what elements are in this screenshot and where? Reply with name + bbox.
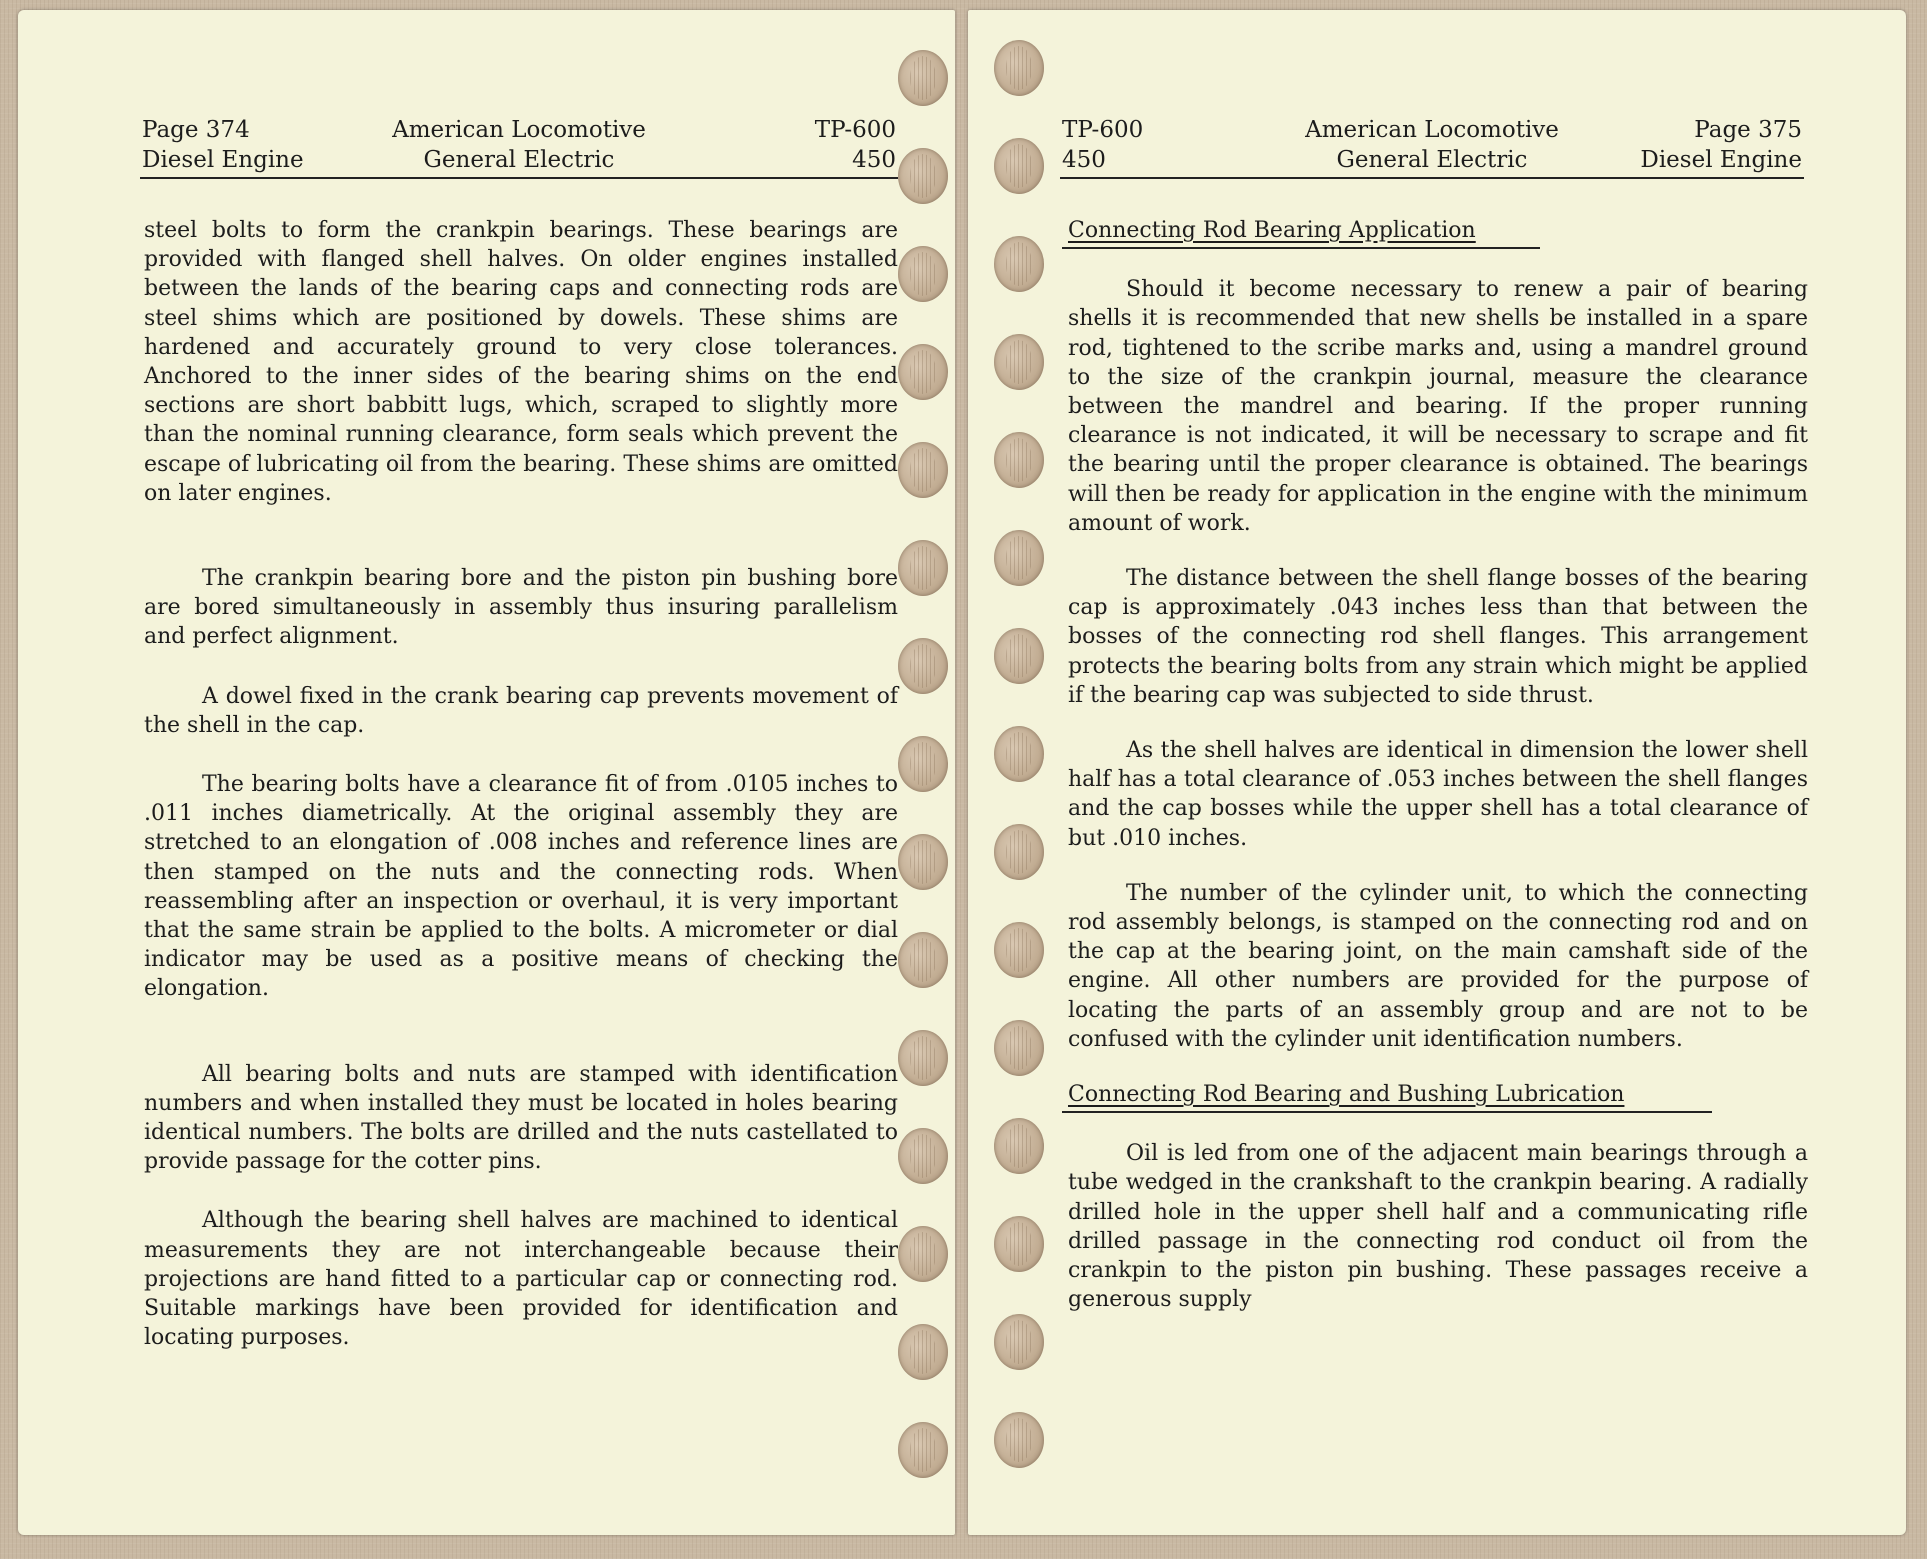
paragraph: Although the bearing shell halves are machined to identical measurements they are not interchangeable because their projections are hand fitted to a particular cap or connecting rod. Suitable markings have been provided for identification and locating purposes.	[144, 1208, 898, 1351]
binder-hole	[898, 1422, 948, 1478]
binder-hole	[994, 530, 1044, 586]
left-page	[18, 10, 955, 1535]
right-page-header	[1060, 115, 1804, 179]
paragraph: Should it become necessary to renew a pair of bearing shells it is recommended that new shells be installed in a spare rod, tightened to the scribe marks and, using a mandrel ground to the size of the crankpin journal, measure the clearance between the mandrel and bearing. If the proper running clearance is not indicated, it will be necessary to scrape and fit the bearing until the proper clearance is obtained. The bearings will then be ready for application in the engine with the minimum amount of work.	[1068, 277, 1808, 536]
section-heading: Connecting Rod Bearing and Bushing Lubrication	[1068, 1082, 1625, 1108]
binder-hole	[898, 1226, 948, 1282]
paragraph: The distance between the shell flange bosses of the bearing cap is approximately .043 inches less than that between the bosses of the connecting rod shell flanges. This arrangement protects the bearing bolts from any strain which might be applied if the bearing cap was subjected to side thrust.	[1068, 566, 1808, 708]
publisher-line-1: American Locomotive	[1305, 117, 1559, 143]
binder-hole	[994, 1216, 1044, 1272]
binder-hole	[994, 1412, 1044, 1468]
binder-hole	[898, 736, 948, 792]
binder-hole	[898, 344, 948, 400]
binder-hole	[898, 834, 948, 890]
binder-hole	[994, 1314, 1044, 1370]
binder-hole	[898, 1030, 948, 1086]
binder-hole	[994, 236, 1044, 292]
paragraph: Oil is led from one of the adjacent main bearings through a tube wedged in the crankshaft to the crankpin bearing. A radially drilled hole in the upper shell half and a communicating rifle drilled passage in the connecting rod conduct oil from the crankpin to the piston pin bushing. These passages receive a generous supply	[1068, 1141, 1808, 1313]
left-header-publisher	[140, 115, 898, 175]
binder-hole	[994, 138, 1044, 194]
binder-hole	[994, 1020, 1044, 1076]
paragraph: A dowel fixed in the crank bearing cap prevents movement of the shell in the cap.	[144, 683, 898, 738]
binder-hole	[898, 932, 948, 988]
binder-hole	[898, 442, 948, 498]
section-label: Diesel Engine	[142, 147, 304, 173]
binder-hole	[994, 334, 1044, 390]
binder-hole	[898, 246, 948, 302]
page-number: Page 375	[1694, 117, 1802, 143]
paragraph: The bearing bolts have a clearance fit of from .0105 inches to .011 inches diametrically. At the original assembly they are stretched to an elongation of .008 inches and reference lines are then stamped on the nuts and the connecting rods. When reassembling after an inspection or overhaul, it is very important that the same strain be applied to the bolts. A micrometer or dial indicator may be used as a positive means of checking the elongation.	[144, 772, 898, 1002]
paragraph: The number of the cylinder unit, to which the connecting rod assembly belongs, is stamped on the connecting rod and on the cap at the bearing joint, on the main camshaft side of the engine. All other numbers are provided for the purpose of locating the parts of an assembly group and are not to be confused with the cylinder unit identification numbers.	[1068, 880, 1808, 1052]
publisher-line-2: General Electric	[423, 147, 615, 173]
publisher-line-1: American Locomotive	[392, 117, 646, 143]
paragraph: All bearing bolts and nuts are stamped with identification numbers and when installed they must be located in holes bearing identical numbers. The bolts are drilled and the nuts castellated to provide passage for the cotter pins.	[144, 1061, 898, 1175]
section-heading: Connecting Rod Bearing Application	[1068, 218, 1476, 243]
publisher-line-2: General Electric	[1336, 147, 1528, 173]
binder-hole	[994, 628, 1044, 684]
binder-hole	[994, 824, 1044, 880]
left-page-body	[144, 216, 898, 1353]
binder-hole	[898, 50, 948, 106]
binder-hole	[898, 1128, 948, 1184]
right-page	[968, 10, 1906, 1535]
paragraph: The crankpin bearing bore and the piston pin bushing bore are bored simultaneously in assembly thus insuring parallelism and perfect alignment.	[144, 566, 898, 650]
section-label: Diesel Engine	[1640, 147, 1802, 173]
binder-hole	[994, 726, 1044, 782]
binder-hole	[994, 432, 1044, 488]
right-page-body	[1068, 216, 1808, 1315]
left-header-doc-code	[815, 115, 896, 175]
paragraph: As the shell halves are identical in dimension the lower shell half has a total clearance of .053 inches between the shell flanges and the cap bosses while the upper shell has a total clearance of but .010 inches.	[1068, 738, 1808, 851]
left-page-header	[140, 115, 898, 179]
binder-hole	[898, 1324, 948, 1380]
binder-hole	[994, 40, 1044, 96]
binder-hole	[994, 922, 1044, 978]
binder-hole	[898, 638, 948, 694]
binder-hole	[898, 148, 948, 204]
doc-code: TP-600	[814, 117, 896, 143]
page-number: Page 374	[142, 117, 250, 143]
right-header-page-info	[1640, 115, 1802, 175]
doc-number: 450	[1062, 147, 1106, 173]
binder-hole	[994, 1118, 1044, 1174]
doc-number: 450	[852, 147, 896, 173]
binder-hole	[898, 540, 948, 596]
paragraph: steel bolts to form the crankpin bearings. These bearings are provided with flanged shell halves. On older engines installed between the lands of the bearing caps and connecting rods are steel shims which are positioned by dowels. These shims are hardened and accurately ground to very close tolerances. Anchored to the inner sides of the bearing shims on the end sections are short babbitt lugs, which, scraped to slightly more than the nominal running clearance, form seals which prevent the escape of lubricating oil from the bearing. These shims are omitted on later engines.	[144, 218, 898, 506]
doc-code: TP-600	[1062, 117, 1144, 143]
